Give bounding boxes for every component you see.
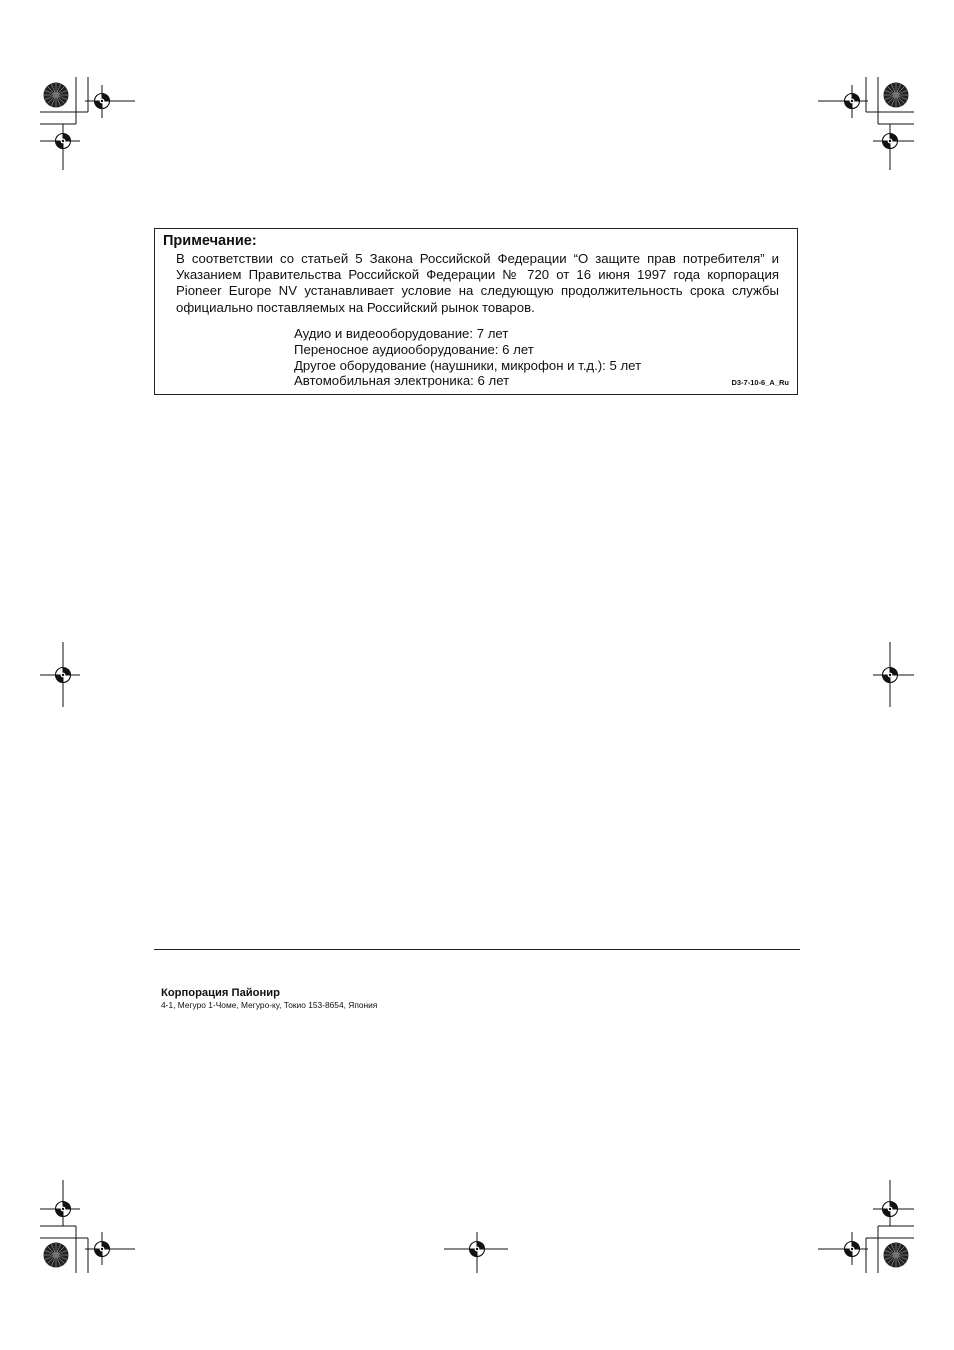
note-box [154, 228, 798, 395]
document-code: D3-7-10-6_A_Ru [731, 378, 789, 387]
list-item: Переносное аудиооборудование: 6 лет [294, 341, 534, 357]
service-life-list [294, 326, 641, 389]
list-item: Автомобильная электроника: 6 лет [294, 373, 510, 389]
list-item: Аудио и видеооборудование: 7 лет [294, 326, 509, 341]
footer-divider [154, 949, 800, 950]
note-title: Примечание: [163, 233, 257, 249]
company-name: Корпорация Пайонир [161, 987, 280, 999]
note-paragraph: В соответствии со статьей 5 Закона Российской Федерации “О защите прав потребителя” и Указанием Правительства Российской Федерации № 720 от 16 июня 1997 года корпорация Pioneer Europe NV устанавливает условие на следующую продолжительность срока службы официально поставляемых на Российский рынок товаров. [176, 251, 779, 315]
company-address: 4-1, Мегуро 1-Чоме, Мегуро-ку, Токио 153-8654, Япония [161, 1000, 378, 1010]
list-item: Другое оборудование (наушники, микрофон и т.д.): 5 лет [294, 357, 642, 373]
